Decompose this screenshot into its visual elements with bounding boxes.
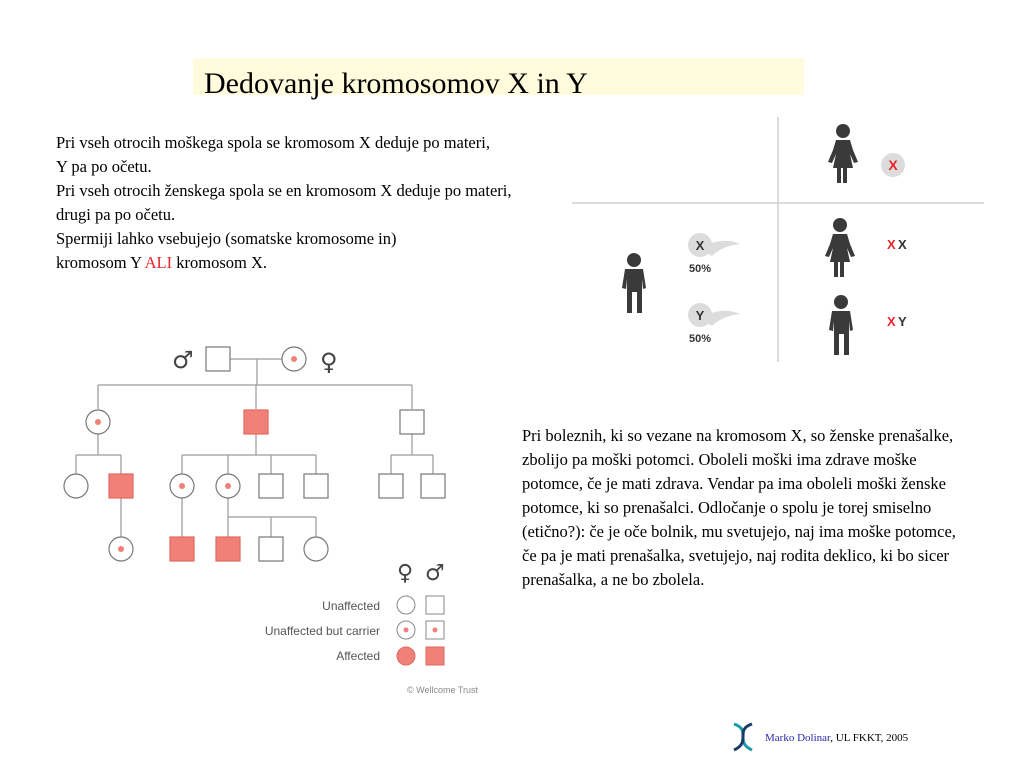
carrier-dot: [95, 419, 101, 425]
son-genotype-y: Y: [898, 314, 907, 329]
legend-unaffected-female: [397, 596, 415, 614]
pedigree-male-unaffected: [304, 474, 328, 498]
pedigree-male-unaffected: [379, 474, 403, 498]
sperm-x-label: X: [695, 238, 705, 253]
legend-affected-label: Affected: [336, 649, 380, 663]
intro-line-6-pre: kromosom Y: [56, 253, 145, 272]
pedigree-grandfather: [206, 347, 230, 371]
legend-carrier-label: Unaffected but carrier: [264, 624, 380, 638]
footer-author: Marko Dolinar: [765, 732, 831, 744]
sperm-y-percent: 50%: [689, 333, 712, 345]
legend-unaffected-male: [426, 596, 444, 614]
pedigree-lines: [76, 359, 433, 537]
carrier-dot: [179, 483, 185, 489]
legend-male-icon: ♂: [425, 561, 445, 586]
pedigree-male-unaffected: [259, 474, 283, 498]
sperm-x-percent: 50%: [689, 263, 712, 275]
daughter-genotype-x2: X: [898, 237, 907, 252]
pedigree-son-unaffected: [400, 410, 424, 434]
intro-line-3: Pri vseh otrocih ženskega spola se en kromosom X deduje po materi,: [56, 181, 512, 200]
pedigree-female-unaffected: [64, 474, 88, 498]
carrier-dot: [291, 356, 297, 362]
intro-line-5: Spermiji lahko vsebujejo (somatske kromosome in): [56, 229, 397, 248]
carrier-dot: [118, 546, 124, 552]
pedigree-son-affected: [244, 410, 268, 434]
pedigree-male-affected: [216, 537, 240, 561]
intro-line-6-post: kromosom X.: [172, 253, 267, 272]
sperm-y-label: Y: [695, 308, 705, 323]
pedigree-male-affected: [109, 474, 133, 498]
son-genotype-x: X: [887, 314, 896, 329]
mother-chromosome-label: X: [888, 157, 898, 173]
daughter-genotype-x1: X: [887, 237, 896, 252]
footer-affiliation: , UL FKKT, 2005: [830, 732, 909, 744]
dna-logo-icon: [730, 720, 760, 754]
intro-line-1: Pri vseh otrocih moškega spola se kromosom X deduje po materi,: [56, 133, 490, 152]
intro-line-4: drugi pa po očetu.: [56, 205, 176, 224]
carrier-dot: [404, 628, 409, 633]
footer: [765, 732, 908, 744]
female-symbol-icon: ♀: [320, 348, 338, 376]
legend-unaffected-label: Unaffected: [322, 599, 380, 613]
pedigree-male-unaffected: [259, 537, 283, 561]
wellcome-trust-credit: © Wellcome Trust: [407, 685, 478, 695]
pedigree-female-unaffected: [304, 537, 328, 561]
legend-affected-female: [397, 647, 415, 665]
pedigree-male-affected: [170, 537, 194, 561]
carrier-dot: [225, 483, 231, 489]
pedigree-male-unaffected: [421, 474, 445, 498]
male-symbol-icon: ♂: [172, 346, 194, 374]
ali-highlight: ALI: [144, 253, 173, 272]
legend-female-icon: ♀: [397, 561, 414, 586]
legend-affected-male: [426, 647, 444, 665]
slide-title: Dedovanje kromosomov X in Y: [204, 67, 588, 100]
intro-line-2: Y pa po očetu.: [56, 157, 152, 176]
explanation-paragraph: Pri boleznih, ki so vezane na kromosom X, so ženske prenašalke, zbolijo pa moški potomci. Oboleli moški ima zdrave moške potomce, če je mati zdrava. Vendar pa ima oboleli moški ženske potomce, ki so prenašalci. Odločanje o spolu je torej smiselno (etično?): če je oče bolnik, mu svetujejo, naj ima moške potomce, če pa je mati prenašalka, svetujejo, naj rodita deklico, ki bo sicer prenašalka, a ne bo zbolela.: [522, 426, 956, 589]
carrier-dot: [433, 628, 438, 633]
